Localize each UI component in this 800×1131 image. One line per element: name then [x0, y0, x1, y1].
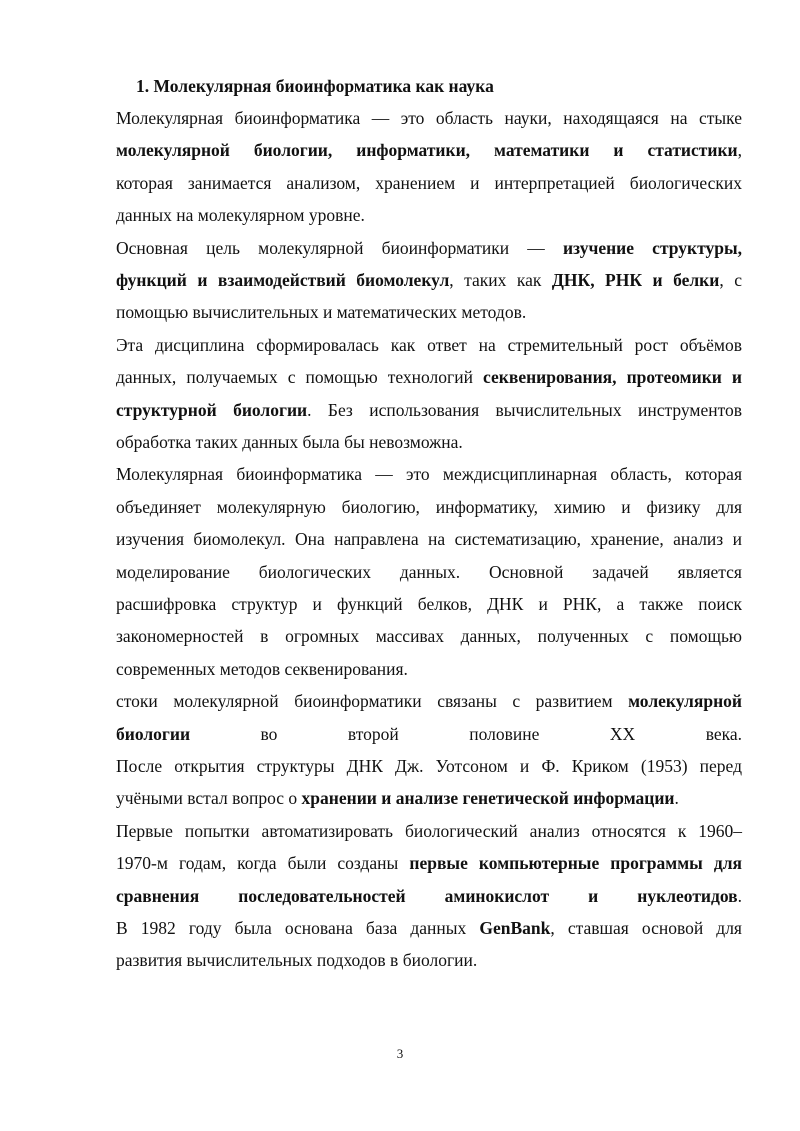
bold-text: биологии	[116, 723, 191, 744]
text-span: современных методов секвенирования.	[116, 658, 408, 679]
text-line	[116, 173, 742, 199]
bold-text: структурной биологии	[116, 399, 308, 420]
text-line	[116, 335, 742, 361]
text-line	[116, 562, 742, 588]
bold-text: изучение структуры,	[562, 237, 742, 258]
text-span: , с	[719, 270, 742, 290]
text-line	[116, 626, 742, 652]
bold-text: сравнения последовательностей аминокислот и нуклеотидов	[116, 885, 738, 906]
text-span: стоки молекулярной биоинформатики связаны с развитием	[116, 691, 629, 712]
bold-text: первые компьютерные программы для	[409, 853, 742, 874]
text-span: .	[737, 885, 742, 906]
text-line	[116, 659, 742, 685]
bold-text: функций и взаимодействий биомолекул	[116, 270, 450, 290]
text-span: обработка таких данных была бы невозможна.	[116, 432, 463, 452]
text-span: После открытия структуры ДНК Дж. Уотсоном и Ф. Криком (1953) перед	[116, 756, 742, 776]
text-span: , ставшая основой для	[550, 918, 742, 938]
text-line	[116, 788, 742, 814]
text-span: закономерностей в огромных массивах данных, полученных с помощью	[116, 626, 742, 647]
text-span: данных, получаемых с помощью технологий	[116, 367, 484, 388]
text-span: Молекулярная биоинформатика — это область науки, находящаяся на стыке	[116, 108, 742, 128]
text-line	[116, 691, 742, 717]
bold-text: молекулярной биологии, информатики, математики и статистики	[116, 140, 738, 161]
text-line	[116, 594, 742, 620]
text-line	[116, 205, 742, 231]
text-line	[116, 464, 742, 490]
text-span: данных на молекулярном уровне.	[116, 205, 365, 226]
text-span: .	[674, 788, 679, 809]
text-line	[116, 853, 742, 879]
text-span: помощью вычислительных и математических методов.	[116, 302, 527, 323]
text-span: во второй половине XX века.	[190, 723, 742, 744]
text-span: Первые попытки автоматизировать биологический анализ относятся к 1960–	[116, 820, 742, 841]
text-line	[116, 724, 742, 750]
text-line	[116, 302, 742, 328]
text-line	[116, 529, 742, 555]
text-line	[116, 140, 742, 166]
text-span: которая занимается анализом, хранением и интерпретацией биологических	[116, 172, 742, 193]
bold-text: секвенирования, протеомики и	[483, 367, 743, 388]
text-line	[116, 270, 742, 296]
text-span: учёными встал вопрос о	[116, 788, 302, 809]
text-line	[116, 400, 742, 426]
text-span: ,	[737, 140, 742, 161]
section-heading: 1. Молекулярная биоинформатика как наука	[136, 76, 494, 96]
text-line	[116, 367, 742, 393]
bold-text: хранении и анализе генетической информации	[301, 788, 675, 809]
text-span: расшифровка структур и функций белков, ДНК и РНК, а также поиск	[116, 594, 742, 614]
text-span: Основная цель молекулярной биоинформатики —	[116, 237, 563, 258]
text-span: , таких как	[449, 270, 552, 290]
text-line	[116, 950, 742, 976]
text-line	[116, 886, 742, 912]
bold-text: ДНК, РНК и белки	[551, 270, 720, 290]
text-line	[116, 821, 742, 847]
page-number: 3	[396, 1046, 404, 1061]
text-line	[116, 108, 742, 134]
text-span: моделирование биологических данных. Основной задачей является	[116, 561, 742, 582]
text-span: развития вычислительных подходов в биологии.	[116, 950, 478, 971]
bold-text: молекулярной	[628, 691, 742, 712]
text-span: 1970-м годам, когда были созданы	[116, 853, 410, 874]
text-line	[116, 497, 742, 523]
text-span: объединяет молекулярную биологию, информатику, химию и физику для	[116, 496, 742, 517]
bold-text: GenBank	[479, 918, 551, 938]
text-span: Молекулярная биоинформатика — это междисциплинарная область, которая	[116, 464, 742, 485]
text-span: . Без использования вычислительных инструментов	[307, 399, 743, 420]
text-line	[116, 432, 742, 458]
text-line	[116, 918, 742, 944]
text-line	[116, 756, 742, 782]
text-span: В 1982 году была основана база данных	[116, 918, 480, 938]
text-span: изучения биомолекул. Она направлена на систематизацию, хранение, анализ и	[116, 529, 742, 550]
text-line	[116, 238, 742, 264]
text-span: Эта дисциплина сформировалась как ответ на стремительный рост объёмов	[116, 334, 742, 355]
